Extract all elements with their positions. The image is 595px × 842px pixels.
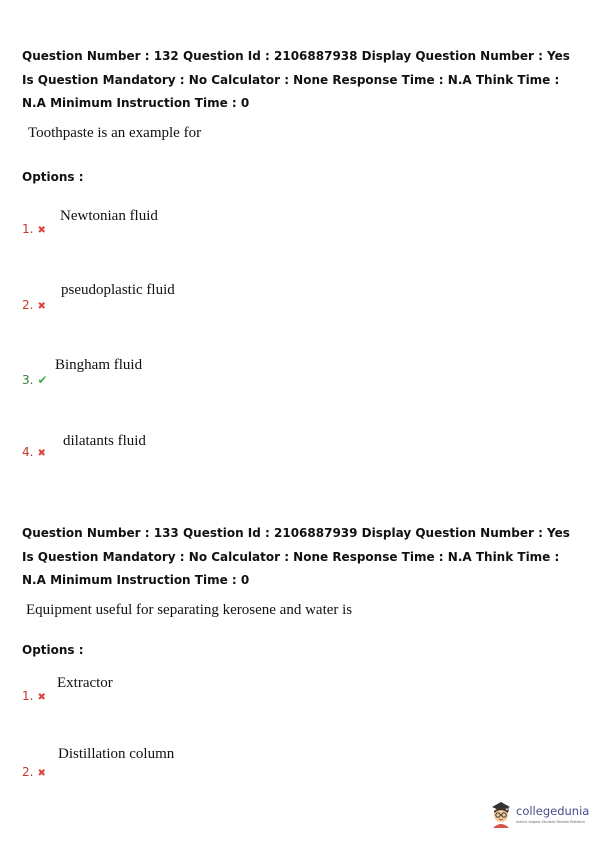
option-number bbox=[22, 222, 46, 236]
wrong-mark-icon: ✖ bbox=[37, 768, 46, 779]
option-text: Distillation column bbox=[58, 746, 175, 762]
question-text: Equipment useful for separating kerosene and water is bbox=[26, 602, 353, 618]
wrong-mark-icon: ✖ bbox=[37, 225, 46, 236]
collegedunia-logo[interactable] bbox=[488, 798, 592, 832]
wrong-mark-icon: ✖ bbox=[37, 448, 46, 459]
option-number-label: 4. bbox=[22, 445, 34, 459]
option-number-label: 1. bbox=[22, 222, 34, 236]
option-text: Bingham fluid bbox=[55, 357, 143, 373]
option-number bbox=[22, 298, 46, 312]
option-number-label: 3. bbox=[22, 373, 34, 387]
option-number-label: 2. bbox=[22, 765, 34, 779]
options-label: Options : bbox=[22, 170, 84, 184]
question-header: Question Number : 132 Question Id : 2106887938 Display Question Number : Yes Is Question Mandatory : No Calculator : None Response Time : N.A Think Time : N.A Minimum Instruction Time : 0 bbox=[22, 49, 570, 110]
option-text: dilatants fluid bbox=[63, 433, 146, 449]
logo-name: collegedunia bbox=[516, 804, 590, 818]
question-header: Question Number : 133 Question Id : 2106887939 Display Question Number : Yes Is Question Mandatory : No Calculator : None Response Time : N.A Think Time : N.A Minimum Instruction Time : 0 bbox=[22, 526, 570, 587]
option-text: Newtonian fluid bbox=[60, 208, 158, 224]
option-number-label: 2. bbox=[22, 298, 34, 312]
check-mark-icon: ✔ bbox=[37, 373, 48, 387]
student-face-icon bbox=[488, 798, 514, 828]
question-text: Toothpaste is an example for bbox=[28, 125, 202, 141]
wrong-mark-icon: ✖ bbox=[37, 301, 46, 312]
option-text: Extractor bbox=[57, 675, 113, 691]
options-label: Options : bbox=[22, 643, 84, 657]
option-number bbox=[22, 373, 48, 387]
option-number bbox=[22, 445, 46, 459]
option-text: pseudoplastic fluid bbox=[61, 282, 175, 298]
wrong-mark-icon: ✖ bbox=[37, 692, 46, 703]
option-number bbox=[22, 689, 46, 703]
logo-tagline: India's largest Student Review Platform bbox=[516, 820, 585, 824]
option-number-label: 1. bbox=[22, 689, 34, 703]
option-number bbox=[22, 765, 46, 779]
